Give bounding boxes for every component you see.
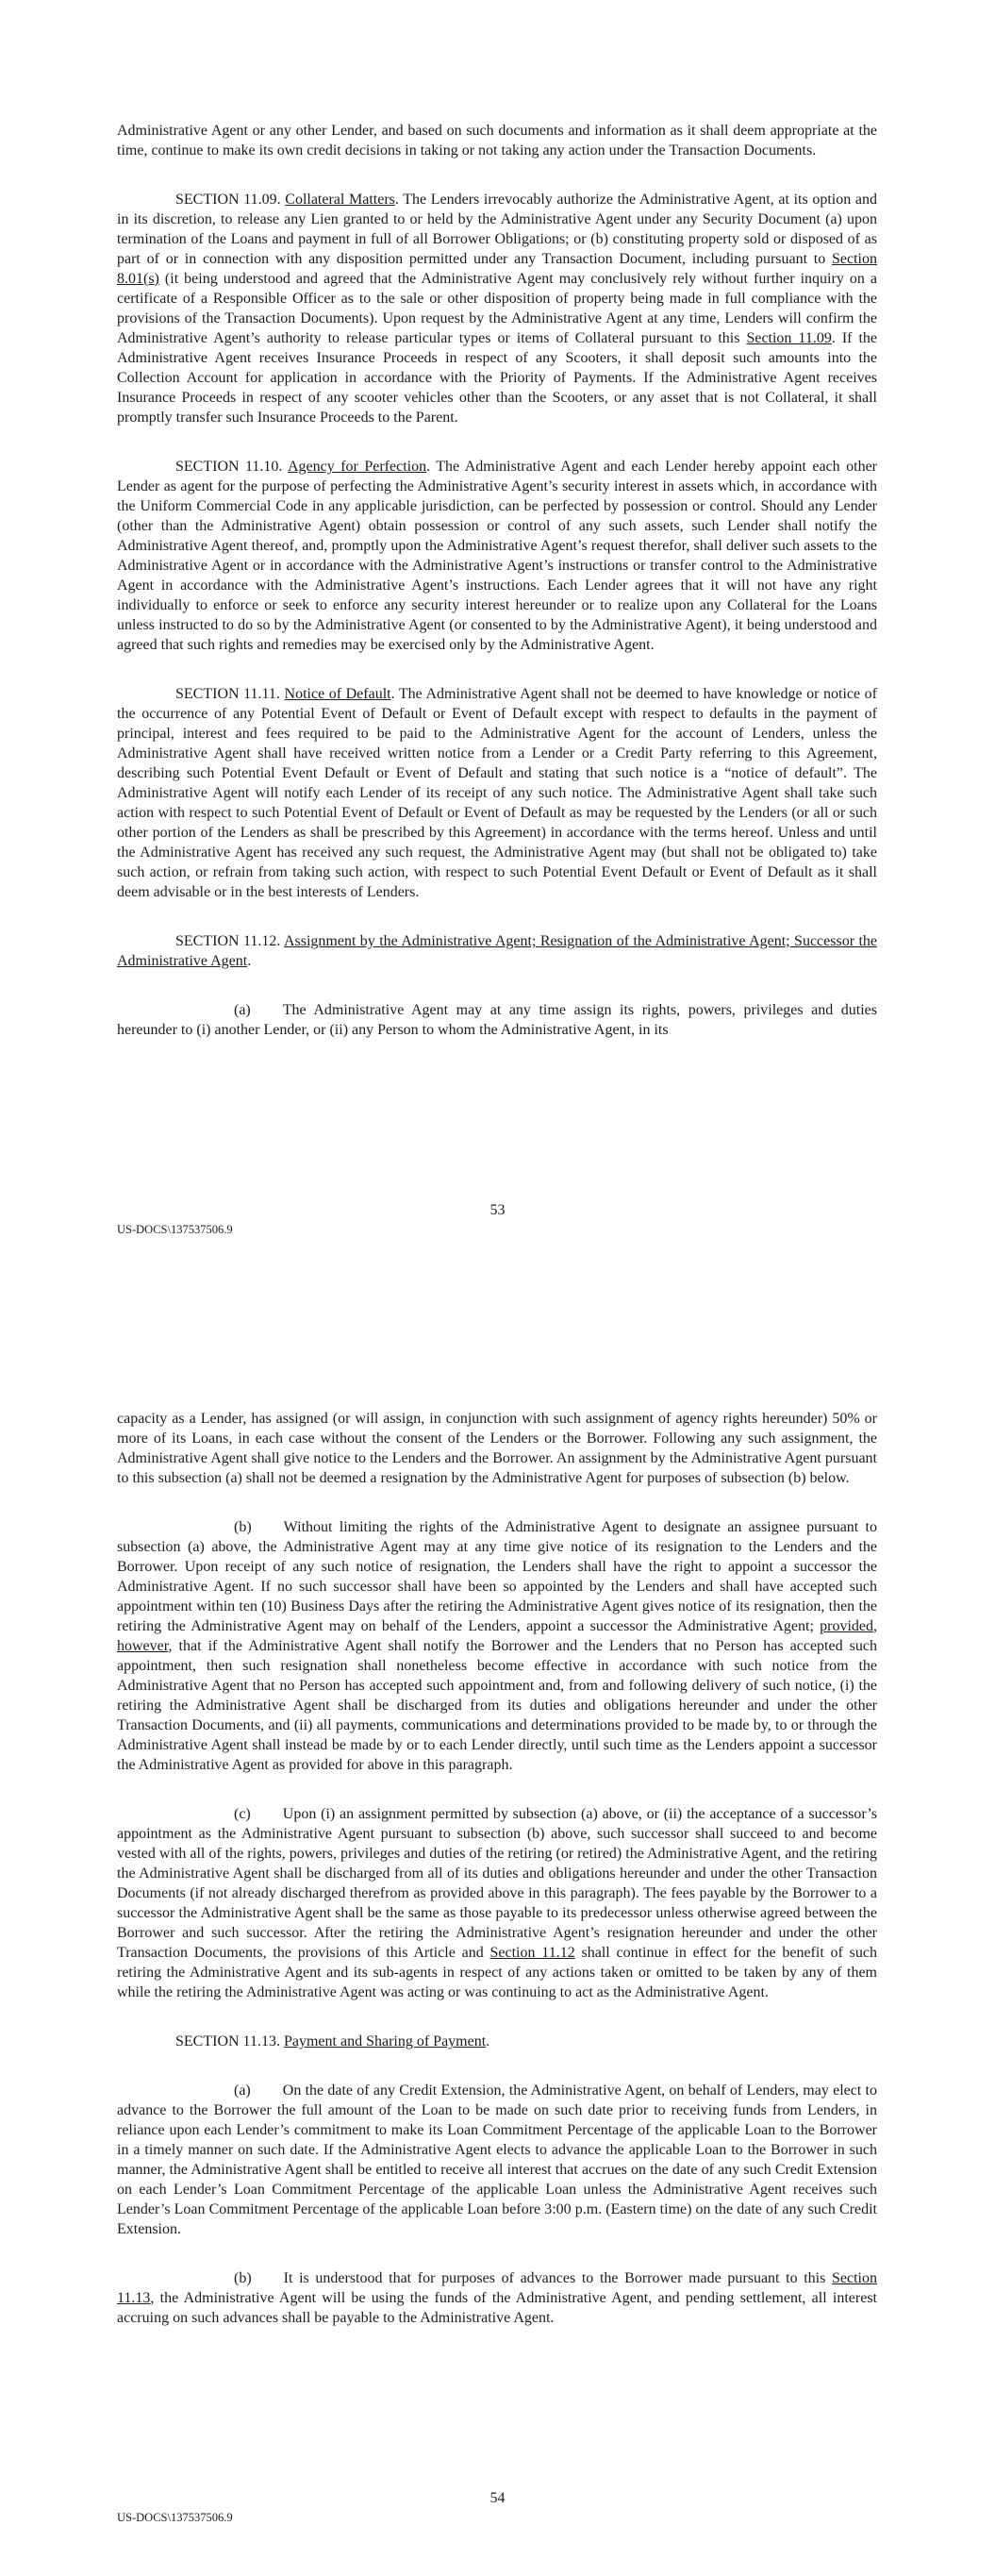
document-footer-tag: US-DOCS\137537506.9 [117,2511,233,2524]
subsection-label: (a) [234,1002,251,1018]
paragraph-11-12-b [117,1508,877,1775]
paragraph-section-11-09-collateral-matters [117,180,877,427]
text-run: , [873,1618,877,1634]
subsection-label: (c) [234,1806,251,1822]
text-run: It is understood that for purposes of advances to the Borrower made pursuant to this [283,2270,832,2286]
text-run: SECTION 11.11. [175,686,285,702]
text-run: capacity as a Lender, has assigned (or will assign, in conjunction with such assignment of agency rights hereunder) 50% or more of its Loans, in each case without the consent of the Lenders or the Borrower. Following any such assignment, the Administrative Agent shall give notice to the Lenders and the Borrower. An assignment by the Administrative Agent pursuant to this subsection (a) shall not be deemed a resignation by the Administrative Agent for purposes of subsection (b) below. [117,1411,877,1486]
underlined-reference: Assignment by the Administrative Agent; Resignation of the Administrative Agent; Successor the Administrative Agent [117,933,877,969]
paragraph-11-13-a [117,2071,877,2239]
paragraph-section-11-10-agency-for-perfection [117,447,877,655]
text-run: Without limiting the rights of the Administrative Agent to designate an assignee pursuant to subsection (a) above, the Administrative Agent may at any time give notice of its resignation to the Lenders and the Borrower. Upon receipt of any such notice of resignation, the Lenders shall have the right to appoint a successor the Administrative Agent. If no such successor shall have been so appointed by the Lenders and shall have accepted such appointment within ten (10) Business Days after the retiring the Administrative Agent gives notice of its resignation, then the retiring the Administrative Agent may on behalf of the Lenders, appoint a successor the Administrative Agent; [117,1519,877,1634]
underlined-reference: Collateral Matters [285,192,395,208]
heading-section-11-13-payment-and-sharing [117,2022,877,2051]
heading-section-11-12-assignment [117,922,877,971]
text-run: (it being understood and agreed that the Administrative Agent may conclusively rely without further inquiry on a certificate of a Responsible Officer as to the sale or other disposition of property being made in full compliance with the provisions of the Transaction Documents). Upon request by the Administrative Agent at any time, Lenders will confirm the Administrative Agent’s authority to release particular types or items of Collateral pursuant to this [117,271,877,346]
text-run: shall continue in effect for the benefit of such retiring the Administrative Agent and its sub-agents in respect of any actions taken or omitted to be taken by any of them while the retiring the Administrative Agent was acting or was continuing to act as the Administrative Agent. [117,1945,878,2000]
paragraph-section-11-11-notice-of-default [117,675,877,902]
text-run: SECTION 11.12. [175,933,284,949]
underlined-reference: Section 11.13 [117,2270,877,2306]
text-run: On the date of any Credit Extension, the Administrative Agent, on behalf of Lenders, may elect to advance to the Borrower the full amount of the Loan to be made on such date prior to receiving funds from Lenders, in reliance upon each Lender’s commitment to make its Loan Commitment Percentage of the applicable Loan to the Borrower in a timely manner on such date. If the Administrative Agent elects to advance the applicable Loan to the Borrower in such manner, the Administrative Agent shall be entitled to receive all interest that accrues on the date of any such Credit Extension on each Lender’s Loan Commitment Percentage of the applicable Loan unless the Administrative Agent receives such Lender’s Loan Commitment Percentage of the applicable Loan before 3:00 p.m. (Eastern time) on the date of any such Credit Extension. [117,2083,877,2237]
underlined-reference: however [117,1638,169,1654]
paragraph-continuation-top [117,121,877,160]
text-run: SECTION 11.13. [175,2033,284,2049]
underlined-reference: Notice of Default [284,686,391,702]
text-run: Administrative Agent or any other Lender, and based on such documents and information as it shall deem appropriate at the time, continue to make its own credit decisions in taking or not taking any action under the Transaction Documents. [117,123,877,159]
paragraph-continuation-11-12-a [117,1409,877,1488]
document-page-54 [0,1288,995,2576]
page-number-54: 54 [489,2490,506,2506]
paragraph-11-12-a [117,991,877,1040]
text-run: , the Administrative Agent will be using the funds of the Administrative Agent, and pending settlement, all interest accruing on such advances shall be payable to the Administrative Agent. [117,2290,877,2326]
underlined-reference: Section 11.12 [489,1945,575,1961]
text-run: . The Lenders irrevocably authorize the Administrative Agent, at its option and in its discretion, to release any Lien granted to or held by the Administrative Agent under any Security Document (a) upon termination of the Loans and payment in full of all Borrower Obligations; or (b) constituting property sold or disposed of as part of or in connection with any disposition permitted under any Transaction Document, including pursuant to [117,192,877,267]
paragraph-11-12-c [117,1795,877,2002]
underlined-reference: Payment and Sharing of Payment [283,2033,487,2049]
text-run: SECTION 11.09. [175,192,286,208]
text-run: Upon (i) an assignment permitted by subsection (a) above, or (ii) the acceptance of a successor’s appointment as the Administrative Agent pursuant to subsection (b) above, such successor shall succeed to and become vested with all of the rights, powers, privileges and duties of the retiring (or retired) the Administrative Agent, and the retiring the Administrative Agent shall be discharged from all of its duties and obligations hereunder and under the other Transaction Documents (if not already discharged therefrom as provided above in this paragraph). The fees payable by the Borrower to a successor the Administrative Agent shall be the same as those payable to its predecessor unless otherwise agreed between the Borrower and such successor. After the retiring the Administrative Agent’s resignation hereunder and under the other Transaction Documents, the provisions of this Article and [117,1806,877,1961]
text-run: . If the Administrative Agent receives Insurance Proceeds in respect of any Scooters, it shall deposit such amounts into the Collection Account for application in accordance with the Priority of Payments. If the Administrative Agent receives Insurance Proceeds in respect of any scooter vehicles other than the Scooters, or any asset that is not Collateral, it shall promptly transfer such Insurance Proceeds to the Parent. [117,330,878,426]
underlined-reference: provided [820,1618,873,1634]
page-number-53: 53 [489,1202,506,1218]
subsection-label: (b) [234,2270,252,2286]
paragraph-11-13-b [117,2259,877,2328]
text-run: . The Administrative Agent and each Lender hereby appoint each other Lender as agent for the purpose of perfecting the Administrative Agent’s security interest in assets which, in accordance with the Uniform Commercial Code in any applicable jurisdiction, can be perfected by possession or control. Should any Lender (other than the Administrative Agent) obtain possession or control of any such assets, such Lender shall notify the Administrative Agent thereof, and, promptly upon the Administrative Agent’s request therefor, shall deliver such assets to the Administrative Agent or in accordance with the Administrative Agent’s instructions or transfer control to the Administrative Agent in accordance with the Administrative Agent’s instructions. Each Lender agrees that it will not have any right individually to enforce or seek to enforce any security interest hereunder or to realize upon any Collateral for the Loans unless instructed to do so by the Administrative Agent (or consented to by the Administrative Agent), it being understood and agreed that such rights and remedies may be exercised only by the Administrative Agent. [117,459,878,653]
underlined-reference: Section 11.09 [746,330,832,346]
underlined-reference: Agency for Perfection [288,459,427,475]
underlined-reference: Section 8.01(s) [117,251,877,287]
text-run: SECTION 11.10. [175,459,288,475]
text-run: . The Administrative Agent shall not be deemed to have knowledge or notice of the occurrence of any Potential Event of Default or Event of Default except with respect to defaults in the payment of principal, interest and fees required to be paid to the Administrative Agent for the account of Lenders, unless the Administrative Agent shall have received written notice from a Lender or a Credit Party referring to this Agreement, describing such Potential Event Default or Event of Default and stating that such notice is a “notice of default”. The Administrative Agent will notify each Lender of its receipt of any such notice. The Administrative Agent shall take such action with respect to such Potential Event of Default or Event of Default as may be requested by the Lenders (or all or such other portion of the Lenders as shall be prescribed by this Agreement) in accordance with the terms hereof. Unless and until the Administrative Agent has received any such request, the Administrative Agent may (but shall not be obligated to) take such action, or refrain from taking such action, with respect to such Potential Event Default or Event of Default as it shall deem advisable or in the best interests of Lenders. [117,686,878,900]
text-run: . [247,953,252,969]
text-run: , that if the Administrative Agent shall notify the Borrower and the Lenders that no Person has accepted such appointment, then such resignation shall nonetheless become effective in accordance with such notice from the Administrative Agent that no Person has accepted such appointment and, from and following delivery of such notice, (i) the retiring the Administrative Agent shall be discharged from its duties and obligations hereunder and under the other Transaction Documents, and (ii) all payments, communications and determinations provided to be made by, to or through the Administrative Agent shall instead be made by or to each Lender directly, until such time as the Lenders appoint a successor the Administrative Agent as provided for above in this paragraph. [117,1638,877,1773]
subsection-label: (a) [234,2083,251,2099]
subsection-label: (b) [234,1519,252,1535]
document-footer-tag: US-DOCS\137537506.9 [117,1223,233,1236]
text-run: The Administrative Agent may at any time assign its rights, powers, privileges and duties hereunder to (i) another Lender, or (ii) any Person to whom the Administrative Agent, in its [117,1002,877,1038]
text-run: . [486,2033,490,2049]
